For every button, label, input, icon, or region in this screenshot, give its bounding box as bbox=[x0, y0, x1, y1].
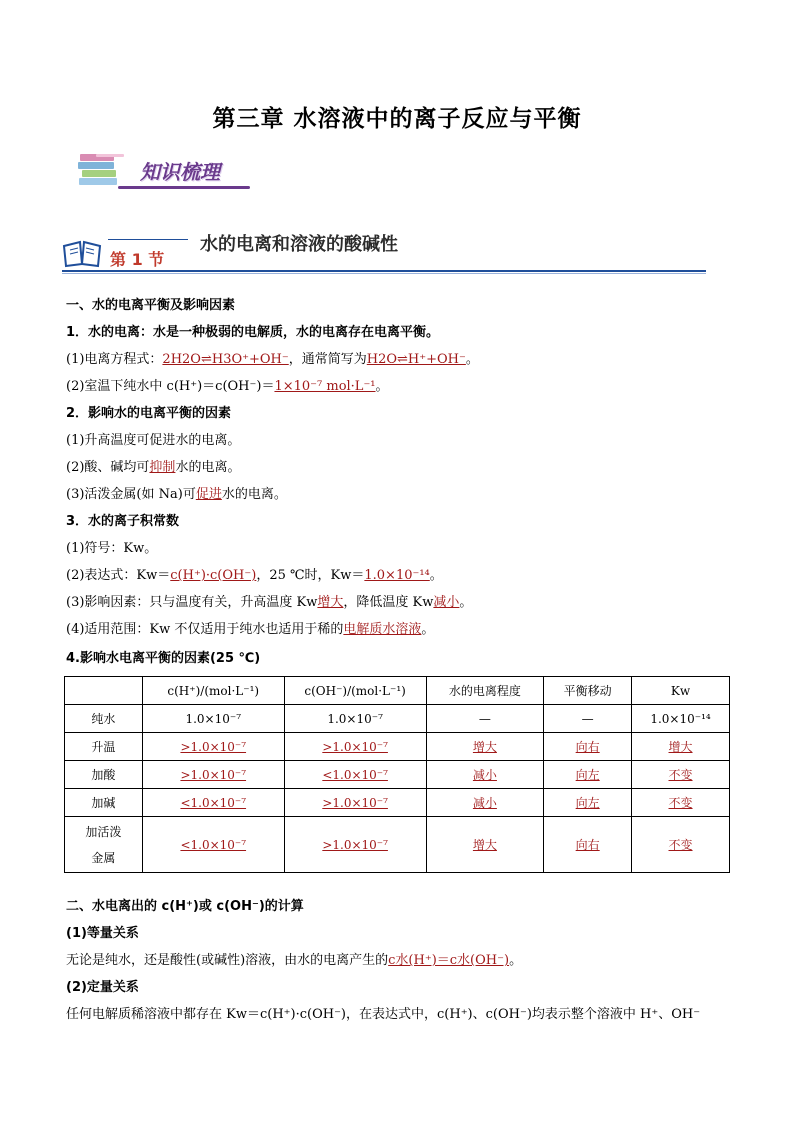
table-cell: <1.0×10⁻⁷ bbox=[142, 789, 284, 817]
p1-end: 。 bbox=[509, 953, 523, 968]
sub1-text: 1．水的电离：水是一种极弱的电解质，水的电离存在电离平衡。 bbox=[66, 325, 440, 340]
header-cell: 水的电离程度 bbox=[426, 677, 544, 705]
section-title: 水的电离和溶液的酸碱性 bbox=[200, 234, 398, 255]
section-short-line bbox=[108, 239, 188, 240]
k2-answer-2: 1.0×10⁻¹⁴ bbox=[364, 568, 430, 583]
quantitative-relation: 任何电解质稀溶液中都存在 Kw＝c(H⁺)·c(OH⁻)，在表达式中，c(H⁺)、c(OH⁻)均表示整个溶液中 H⁺、OH⁻ bbox=[66, 1007, 701, 1022]
part1-heading: 一、水的电离平衡及影响因素 bbox=[66, 298, 236, 313]
table-cell: 1.0×10⁻⁷ bbox=[142, 705, 284, 733]
part1-sub2: 2．影响水的电离平衡的因素 bbox=[66, 406, 232, 421]
equal-relation bbox=[66, 952, 522, 970]
table-cell: 向右 bbox=[544, 733, 632, 761]
header-cell: c(H⁺)/(mol·L⁻¹) bbox=[142, 677, 284, 705]
row-label-line: 金属 bbox=[91, 850, 116, 865]
part2-sub2: (2)定量关系 bbox=[66, 980, 139, 995]
table-row bbox=[65, 817, 730, 873]
part2-heading: 二、水电离出的 c(H⁺)或 c(OH⁻)的计算 bbox=[66, 899, 304, 914]
table-cell: 向右 bbox=[544, 817, 632, 873]
table-cell: 增大 bbox=[632, 733, 730, 761]
table-cell: >1.0×10⁻⁷ bbox=[284, 733, 426, 761]
eq-mid: ，通常简写为 bbox=[288, 352, 367, 367]
f2-answer: 抑制 bbox=[149, 460, 176, 475]
factor-3 bbox=[66, 486, 287, 504]
factor-1: (1)升高温度可促进水的电离。 bbox=[66, 433, 241, 448]
row-label: 升温 bbox=[65, 733, 143, 761]
table-cell: 不变 bbox=[632, 761, 730, 789]
header-cell: 平衡移动 bbox=[544, 677, 632, 705]
section-number: 第 1 节 bbox=[110, 250, 165, 269]
f3-prefix: (3)活泼金属(如 Na)可 bbox=[66, 487, 196, 502]
k2-end: 。 bbox=[429, 568, 443, 583]
section-underline-thin bbox=[62, 273, 706, 274]
table-header-row bbox=[65, 677, 730, 705]
books-icon bbox=[76, 150, 126, 190]
section-underline bbox=[62, 270, 706, 272]
row-label-line: 加活泼 bbox=[85, 824, 122, 839]
f3-end: 水的电离。 bbox=[221, 487, 287, 502]
k3-end: 。 bbox=[459, 595, 473, 610]
eq-answer-2: H2O⇌H⁺+OH⁻ bbox=[366, 352, 466, 367]
eq-prefix: (1)电离方程式： bbox=[66, 352, 163, 367]
banner-underline bbox=[118, 186, 250, 189]
factor-2 bbox=[66, 459, 240, 477]
row-label bbox=[65, 817, 143, 873]
header-cell: c(OH⁻)/(mol·L⁻¹) bbox=[284, 677, 426, 705]
header-cell: Kw bbox=[632, 677, 730, 705]
room-temp-line bbox=[66, 378, 389, 396]
k3-prefix: (3)影响因素：只与温度有关，升高温度 Kw bbox=[66, 595, 318, 610]
p1-prefix: 无论是纯水，还是酸性(或碱性)溶液，由水的电离产生的 bbox=[66, 953, 389, 968]
f2-prefix: (2)酸、碱均可 bbox=[66, 460, 150, 475]
room-end: 。 bbox=[375, 379, 389, 394]
f2-end: 水的电离。 bbox=[175, 460, 241, 475]
table-cell: 向左 bbox=[544, 789, 632, 817]
row-label: 加碱 bbox=[65, 789, 143, 817]
table-cell: 1.0×10⁻⁷ bbox=[284, 705, 426, 733]
table-row bbox=[65, 789, 730, 817]
ionization-factors-table bbox=[64, 676, 730, 873]
table-cell: 减小 bbox=[426, 761, 544, 789]
table-cell: >1.0×10⁻⁷ bbox=[142, 733, 284, 761]
table-cell: 减小 bbox=[426, 789, 544, 817]
kw-symbol: (1)符号：Kw。 bbox=[66, 541, 158, 556]
kw-expression bbox=[66, 567, 443, 585]
table-row bbox=[65, 733, 730, 761]
eq-end: 。 bbox=[465, 352, 479, 367]
row-label: 纯水 bbox=[65, 705, 143, 733]
table-heading: 4.影响水电离平衡的因素(25 ℃) bbox=[66, 651, 261, 666]
table-cell: 不变 bbox=[632, 817, 730, 873]
k3-answer-1: 增大 bbox=[317, 595, 344, 610]
eq-answer-1: 2H2O⇌H3O⁺+OH⁻ bbox=[162, 352, 289, 367]
p1-answer: c水(H⁺)＝c水(OH⁻) bbox=[388, 953, 510, 968]
table-cell: 1.0×10⁻¹⁴ bbox=[632, 705, 730, 733]
kw-factors bbox=[66, 594, 472, 612]
table-cell: 向左 bbox=[544, 761, 632, 789]
room-prefix: (2)室温下纯水中 c(H⁺)＝c(OH⁻)＝ bbox=[66, 379, 275, 394]
part2-sub1: (1)等量关系 bbox=[66, 926, 139, 941]
table-cell: 不变 bbox=[632, 789, 730, 817]
header-cell bbox=[65, 677, 143, 705]
banner-label: 知识梳理 bbox=[140, 160, 220, 184]
table-row bbox=[65, 705, 730, 733]
page-title: 第三章 水溶液中的离子反应与平衡 bbox=[212, 106, 582, 132]
k4-end: 。 bbox=[421, 622, 435, 637]
table-cell: >1.0×10⁻⁷ bbox=[142, 761, 284, 789]
f3-answer: 促进 bbox=[195, 487, 222, 502]
k3-answer-2: 减小 bbox=[433, 595, 460, 610]
open-book-icon bbox=[62, 238, 102, 268]
ionization-equation-line bbox=[66, 351, 479, 369]
room-answer: 1×10⁻⁷ mol·L⁻¹ bbox=[274, 379, 376, 394]
k4-prefix: (4)适用范围：Kw 不仅适用于纯水也适用于稀的 bbox=[66, 622, 344, 637]
table-cell: — bbox=[426, 705, 544, 733]
part1-sub3: 3．水的离子积常数 bbox=[66, 514, 180, 529]
table-cell: >1.0×10⁻⁷ bbox=[284, 789, 426, 817]
k2-mid: ，25 ℃时，Kw＝ bbox=[256, 568, 365, 583]
k4-answer: 电解质水溶液 bbox=[343, 622, 422, 637]
table-cell: 增大 bbox=[426, 733, 544, 761]
table-cell: <1.0×10⁻⁷ bbox=[284, 761, 426, 789]
table-row bbox=[65, 761, 730, 789]
table-cell: — bbox=[544, 705, 632, 733]
k2-prefix: (2)表达式：Kw＝ bbox=[66, 568, 171, 583]
k3-mid: ，降低温度 Kw bbox=[343, 595, 434, 610]
table-cell: 增大 bbox=[426, 817, 544, 873]
part1-sub1 bbox=[66, 324, 439, 342]
k2-answer-1: c(H⁺)·c(OH⁻) bbox=[170, 568, 257, 583]
kw-scope bbox=[66, 621, 434, 639]
row-label: 加酸 bbox=[65, 761, 143, 789]
table-cell: <1.0×10⁻⁷ bbox=[142, 817, 284, 873]
table-cell: >1.0×10⁻⁷ bbox=[284, 817, 426, 873]
